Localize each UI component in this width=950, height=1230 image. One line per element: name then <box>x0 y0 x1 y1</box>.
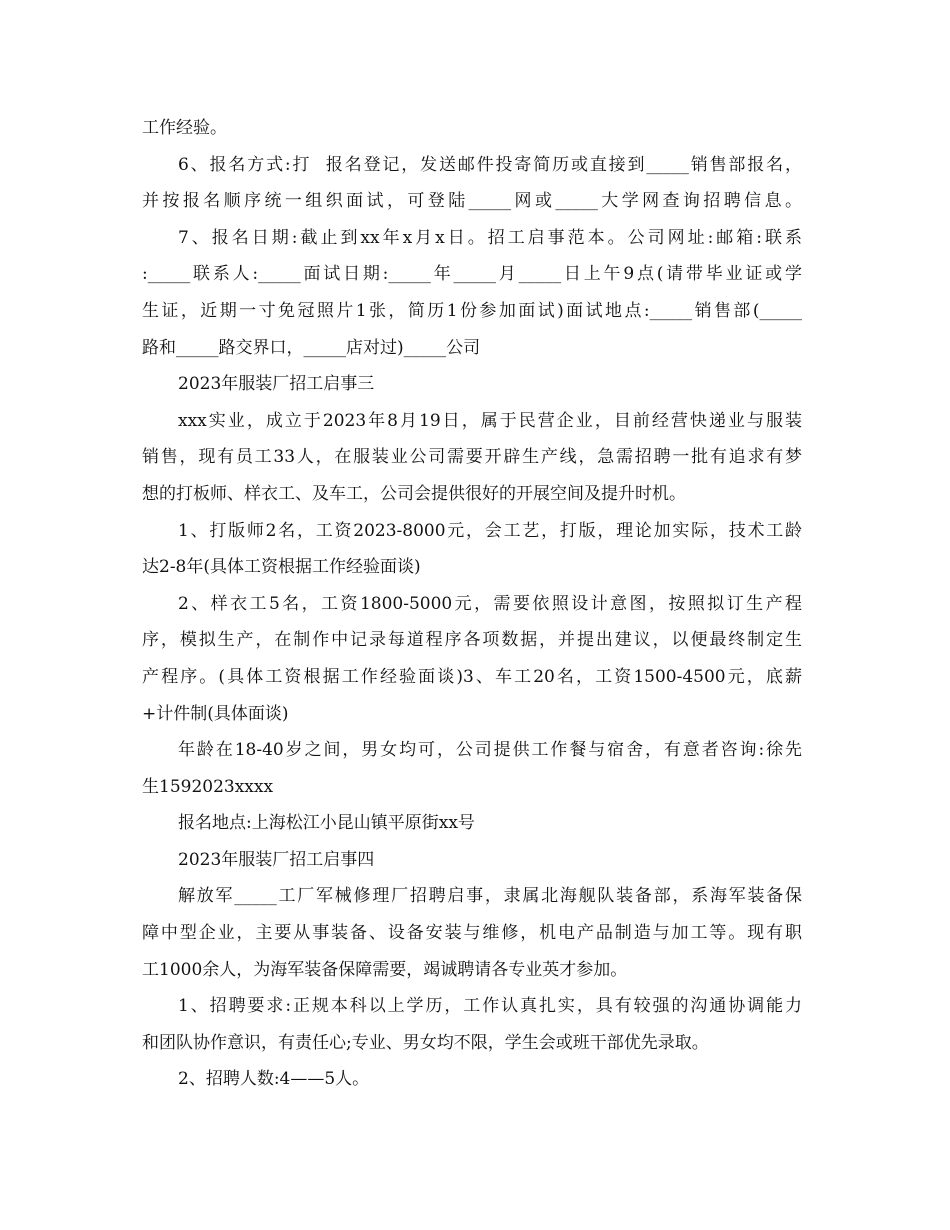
text-line: 解放军_____工厂军械修理厂招聘启事，隶属北海舰队装备部，系海军装备保 <box>178 886 802 907</box>
text-line: 生1592023xxxx <box>142 776 274 797</box>
text-line: 并按报名顺序统一组织面试，可登陆_____网或_____大学网查询招聘信息。 <box>142 191 802 212</box>
text-line: 工作经验。 <box>142 118 227 138</box>
text-line: 7、报名日期:截止到xx年x月x日。招工启事范本。公司网址:邮箱:联系 <box>178 227 802 248</box>
text-line: 路和_____路交界口，_____店对过)_____公司 <box>142 337 481 358</box>
text-line: 和团队协作意识，有责任心;专业、男女均不限，学生会或班干部优先录取。 <box>142 1032 709 1053</box>
text-line: 序，模拟生产，在制作中记录每道程序各项数据，并提出建议，以便最终制定生 <box>142 630 802 651</box>
text-line: xxx实业，成立于2023年8月19日，属于民营企业，目前经营快递业与服装 <box>178 410 802 431</box>
document-page <box>142 110 802 1098</box>
text-line: 生证，近期一寸免冠照片1张，简历1份参加面试)面试地点:_____销售部(_____ <box>142 300 802 321</box>
text-line: :_____联系人:_____面试日期:_____年_____月_____日上午9点(请带毕业证或学 <box>142 264 802 285</box>
text-line: +计件制(具体面谈) <box>142 703 289 724</box>
text-line: 报名地点:上海松江小昆山镇平原街xx号 <box>178 813 475 834</box>
text-line: 工1000余人，为海军装备保障需要，竭诚聘请各专业英才参加。 <box>142 959 628 980</box>
section-heading: 2023年服装厂招工启事四 <box>178 849 375 870</box>
text-line: 产程序。(具体工资根据工作经验面谈)3、车工20名，工资1500-4500元，底薪 <box>142 666 802 687</box>
text-line: 1、招聘要求:正规本科以上学历，工作认真扎实，具有较强的沟通协调能力 <box>178 996 802 1017</box>
text-line: 6、报名方式:打 报名登记，发送邮件投寄简历或直接到_____销售部报名， <box>178 154 802 175</box>
text-line: 达2-8年(具体工资根据工作经验面谈) <box>142 557 421 578</box>
text-line: 年龄在18-40岁之间，男女均可，公司提供工作餐与宿舍，有意者咨询:徐先 <box>178 740 802 761</box>
text-line: 1、打版师2名，工资2023-8000元，会工艺，打版，理论加实际，技术工龄 <box>178 520 802 541</box>
text-line: 2、招聘人数:4——5人。 <box>178 1069 370 1090</box>
text-line: 障中型企业，主要从事装备、设备安装与维修，机电产品制造与加工等。现有职 <box>142 923 802 944</box>
section-heading: 2023年服装厂招工启事三 <box>178 374 375 395</box>
text-line: 销售，现有员工33人，在服装业公司需要开辟生产线，急需招聘一批有追求有梦 <box>142 447 802 468</box>
text-line: 2、样衣工5名，工资1800-5000元，需要依照设计意图，按照拟订生产程 <box>178 593 802 614</box>
text-line: 想的打板师、样衣工、及车工，公司会提供很好的开展空间及提升时机。 <box>142 483 686 504</box>
